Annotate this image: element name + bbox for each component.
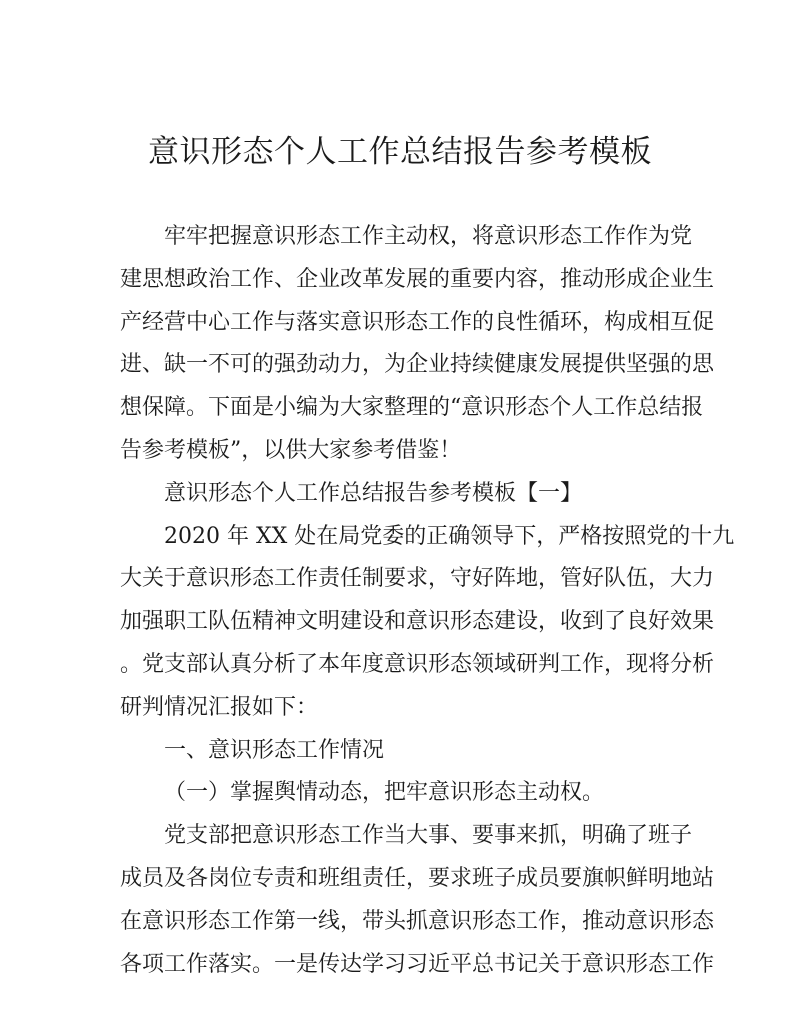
paragraph-line: 进、缺一不可的强劲动力，为企业持续健康发展提供坚强的思 — [120, 352, 715, 378]
subsection-heading: （一）掌握舆情动态，把牢意识形态主动权。 — [164, 780, 605, 806]
paragraph-line: 成员及各岗位专责和班组责任，要求班子成员要旗帜鲜明地站 — [120, 865, 715, 891]
paragraph-line: 产经营中心工作与落实意识形态工作的良性循环，构成相互促 — [120, 309, 715, 335]
paragraph-line: 大关于意识形态工作责任制要求，守好阵地，管好队伍，大力 — [120, 566, 715, 592]
paragraph-line: 告参考模板”，以供大家参考借鉴！ — [120, 437, 462, 463]
document-title: 意识形态个人工作总结报告参考模板 — [148, 134, 652, 170]
paragraph-line: 加强职工队伍精神文明建设和意识形态建设，收到了良好效果 — [120, 609, 715, 635]
section-heading: 意识形态个人工作总结报告参考模板【一】 — [164, 480, 583, 506]
paragraph-line: 研判情况汇报如下： — [120, 694, 319, 720]
paragraph-line: 。党支部认真分析了本年度意识形态领域研判工作，现将分析 — [120, 651, 715, 677]
paragraph-line: 建思想政治工作、企业改革发展的重要内容，推动形成企业生 — [120, 266, 715, 292]
section-heading: 一、意识形态工作情况 — [164, 737, 385, 763]
paragraph-line: 在意识形态工作第一线，带头抓意识形态工作，推动意识形态 — [120, 908, 715, 934]
paragraph-line: 牢牢把握意识形态工作主动权，将意识形态工作作为党 — [164, 224, 693, 249]
document-body — [120, 216, 735, 986]
paragraph-line: 各项工作落实。一是传达学习习近平总书记关于意识形态工作 — [120, 951, 715, 977]
paragraph-line: 2020 年 XX 处在局党委的正确领导下，严格按照党的十九 — [164, 523, 735, 549]
paragraph-line: 党支部把意识形态工作当大事、要事来抓，明确了班子 — [164, 823, 693, 849]
paragraph-line: 想保障。下面是小编为大家整理的“意识形态个人工作总结报 — [120, 395, 704, 421]
